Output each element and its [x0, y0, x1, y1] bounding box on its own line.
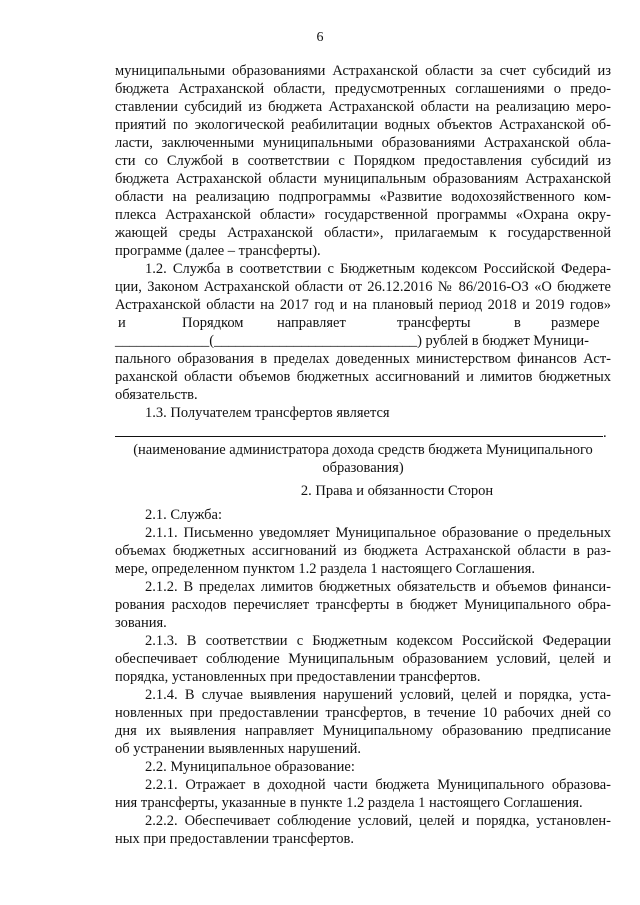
word: направляет: [277, 315, 346, 331]
text-line: обязательств.: [115, 387, 198, 403]
clause-2-1-3: 2.1.3. В соответствии с Бюджетным кодексом Российской Федерации: [145, 633, 611, 649]
section-heading: 2. Права и обязанности Сторон: [300, 483, 494, 499]
text-line: жающей среды Астраханской области», прилагаемым к государственной: [115, 225, 611, 241]
text-line: об устранении выявленных нарушений.: [115, 741, 361, 757]
text-line: дня их выявления направляет Муниципальному образованию предписание: [115, 723, 611, 739]
clause-2-2: 2.2. Муниципальное образование:: [145, 759, 355, 775]
word: и: [118, 315, 126, 331]
word: трансферты: [397, 315, 471, 331]
text-line: сти со Службой в соответствии с Порядком предоставления субсидий из: [115, 153, 611, 169]
clause-1-3: 1.3. Получателем трансфертов является: [145, 405, 390, 421]
text-line: ласти, заключенными муниципальными образованиями Астраханской обла-: [115, 135, 611, 151]
text-line: ции, Законом Астраханской области от 26.12.2016 № 86/2016-ОЗ «О бюджете: [115, 279, 611, 295]
text-line: рования расходов перечисляет трансферты в бюджет Муниципального обра-: [115, 597, 611, 613]
page-number: 6: [316, 30, 324, 45]
text-line: новленных при предоставлении трансфертов, в течение 10 рабочих дней со: [115, 705, 611, 721]
text-line: бюджета Астраханской области муниципальным образованиям Астраханской: [115, 171, 611, 187]
clause-2-2-2: 2.2.2. Обеспечивает соблюдение условий, целей и порядка, установлен-: [145, 813, 611, 829]
blank-period: .: [603, 425, 607, 441]
text-line: мере, определенном пунктом 1.2 раздела 1 настоящего Соглашения.: [115, 561, 535, 577]
recipient-blank-line: [115, 422, 611, 440]
text-line: обеспечивает соблюдение Муниципальным образованием условий, целей и: [115, 651, 611, 667]
clause-2-2-1: 2.2.1. Отражает в доходной части бюджета Муниципального образова-: [145, 777, 611, 793]
text-line: области на реализацию подпрограммы «Развитие водохозяйственного ком-: [115, 189, 611, 205]
text-line: пального образования в пределах доведенных министерством финансов Аст-: [115, 351, 611, 367]
text-line: зования.: [115, 615, 167, 631]
amount-suffix: ) рублей в бюджет Муници-: [417, 333, 589, 349]
text-line: программе (далее – трансферты).: [115, 243, 321, 259]
text-line: ния трансферты, указанные в пункте 1.2 раздела 1 настоящего Соглашения.: [115, 795, 583, 811]
amount-blank: _____________(: [115, 333, 215, 349]
blank-caption: (наименование администратора дохода средств бюджета Муниципального: [133, 442, 593, 458]
text-line: ставлении субсидий из бюджета Астраханской области на реализацию меро-: [115, 99, 611, 115]
word: Порядком: [182, 315, 244, 331]
text-line: бюджета Астраханской области, предусмотренных соглашениями о предо-: [115, 81, 611, 97]
text-line: приятий по экологической реабилитации водных объектов Астраханской об-: [115, 117, 611, 133]
text-line: раханской области объемов бюджетных ассигнований и лимитов бюджетных: [115, 369, 611, 385]
text-line: объемах бюджетных ассигнований из бюджета Астраханской области в раз-: [115, 543, 611, 559]
recipient-blank: [115, 422, 603, 437]
clause-2-1: 2.1. Служба:: [145, 507, 223, 523]
amount-line: [115, 332, 611, 350]
text-line-spread: [115, 314, 611, 332]
text-line: порядка, установленных при предоставлении трансфертов.: [115, 669, 481, 685]
text-line: плекса Астраханской области» государственной программы «Охрана окру-: [115, 207, 611, 223]
text-line: муниципальными образованиями Астраханской области за счет субсидий из: [115, 63, 611, 79]
clause-2-1-1: 2.1.1. Письменно уведомляет Муниципальное образование о предельных: [145, 525, 611, 541]
clause-2-1-4: 2.1.4. В случае выявления нарушений условий, целей и порядка, уста-: [145, 687, 611, 703]
clause-2-1-2: 2.1.2. В пределах лимитов бюджетных обязательств и объемов финанси-: [145, 579, 611, 595]
blank-caption: образования): [322, 460, 404, 476]
word: размере: [551, 315, 600, 331]
amount-words-blank: ____________________________: [214, 333, 418, 349]
clause-1-2: 1.2. Служба в соответствии с Бюджетным кодексом Российской Федера-: [145, 261, 611, 277]
text-line: ных при предоставлении трансфертов.: [115, 831, 354, 847]
word: в: [514, 315, 521, 331]
text-line: Астраханской области на 2017 год и на плановый период 2018 и 2019 годов»: [115, 297, 611, 313]
